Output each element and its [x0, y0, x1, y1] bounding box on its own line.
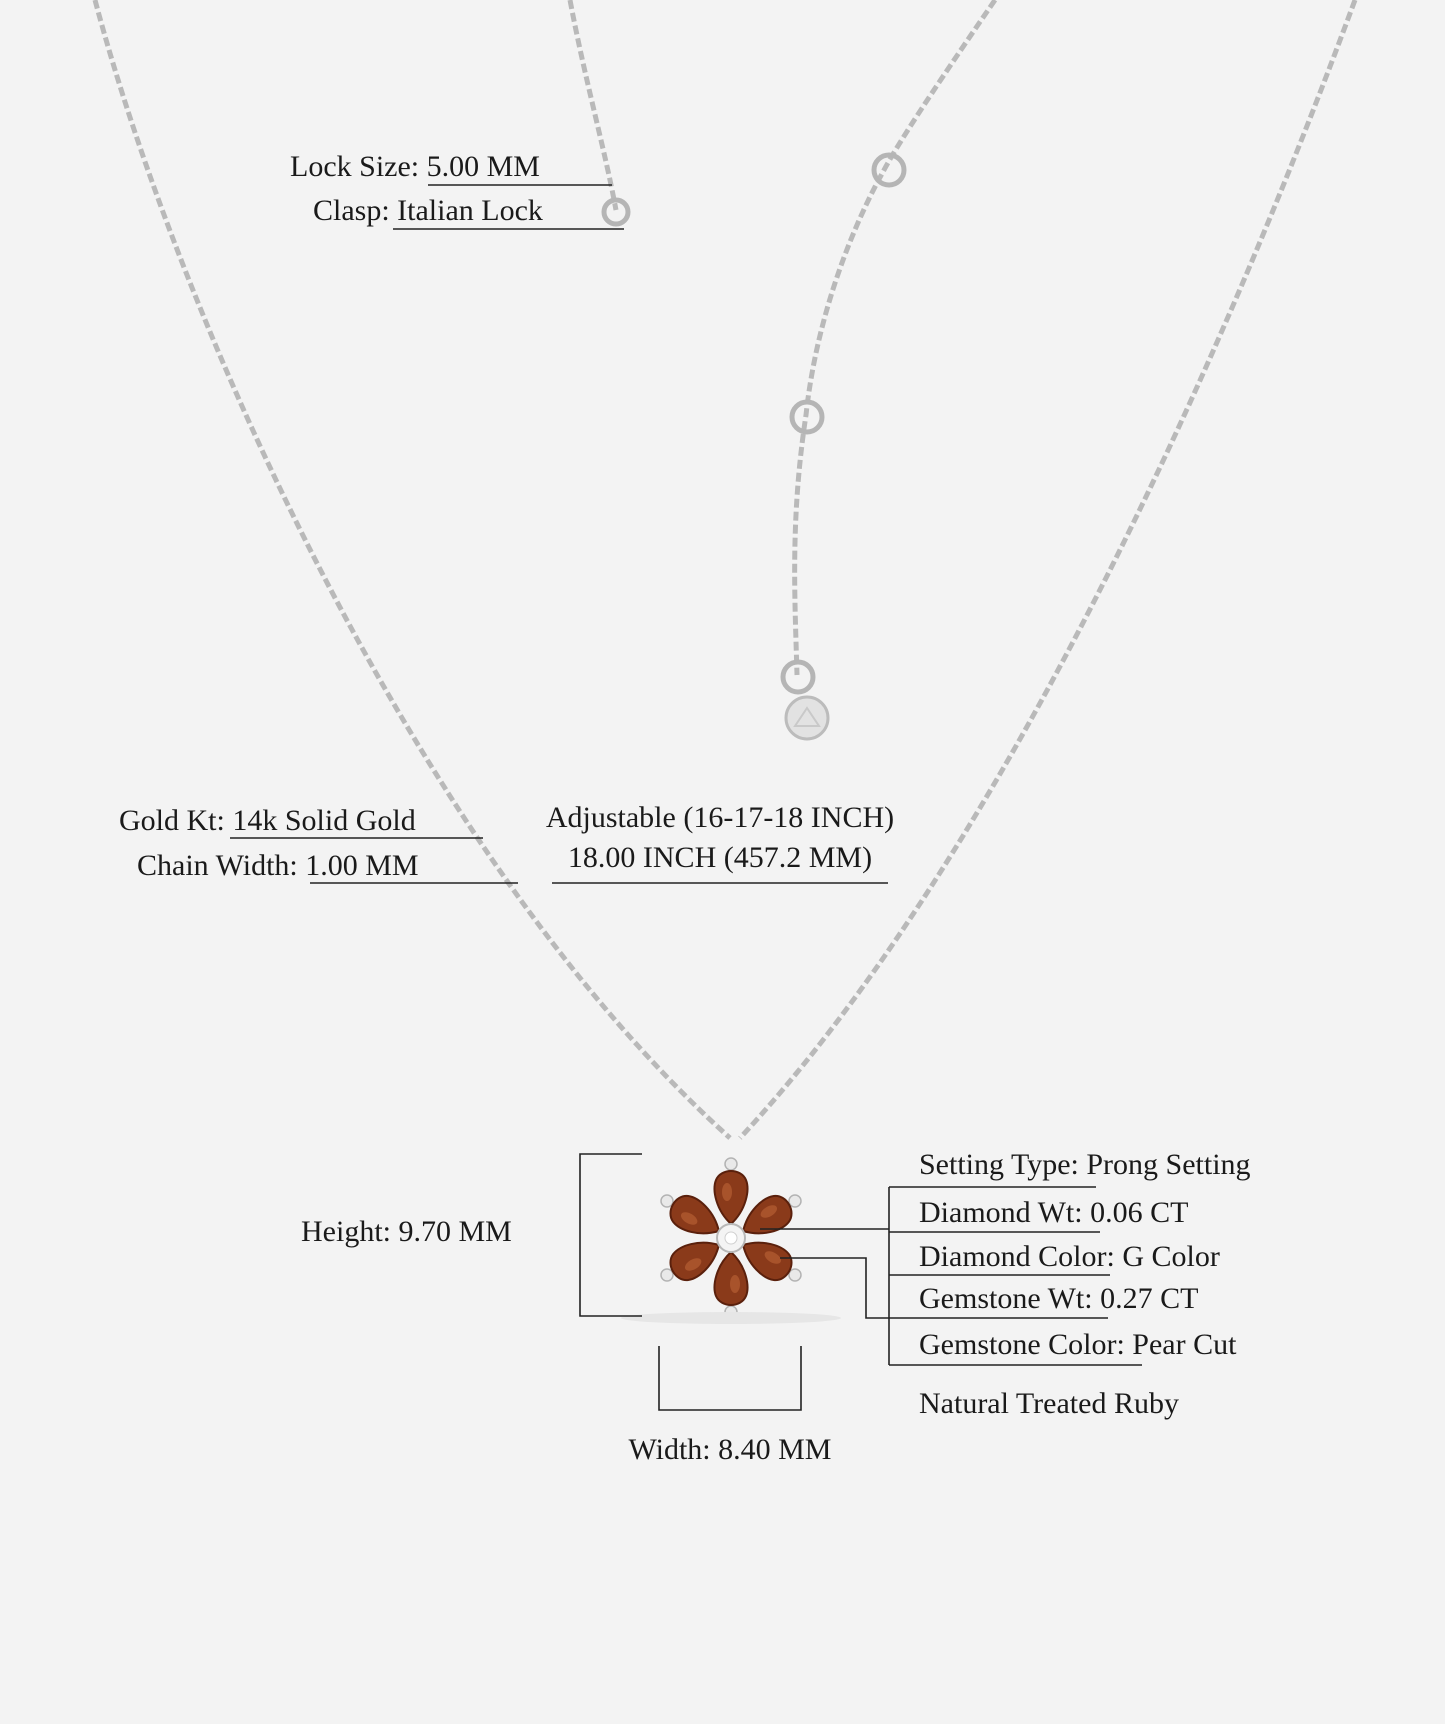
chain-width-label: Chain Width: 1.00 MM: [137, 849, 419, 882]
lock-size-label: Lock Size: 5.00 MM: [290, 150, 540, 183]
chain-icon: [795, 0, 995, 675]
logo-tag-icon: [786, 697, 828, 739]
diamond-wt-label: Diamond Wt: 0.06 CT: [919, 1196, 1189, 1229]
clasp-label: Clasp: Italian Lock: [313, 194, 543, 227]
height-label: Height: 9.70 MM: [301, 1215, 512, 1248]
jump-ring-icon: [783, 662, 813, 692]
gemstone-color-label: Gemstone Color: Pear Cut: [919, 1328, 1237, 1361]
flower-pendant-icon: [661, 1158, 801, 1318]
chain-icon: [570, 0, 616, 210]
width-label: Width: 8.40 MM: [628, 1433, 832, 1466]
gemstone-name-label: Natural Treated Ruby: [919, 1387, 1179, 1420]
diamond-color-label: Diamond Color: G Color: [919, 1240, 1220, 1273]
jump-ring-icon: [874, 155, 904, 185]
adjustable-length-label: Adjustable (16-17-18 INCH): [545, 801, 895, 834]
setting-type-label: Setting Type: Prong Setting: [919, 1148, 1251, 1181]
chain-icon: [740, 0, 1355, 1138]
gemstone-wt-label: Gemstone Wt: 0.27 CT: [919, 1282, 1199, 1315]
chain-length-label: 18.00 INCH (457.2 MM): [567, 841, 873, 874]
gold-kt-label: Gold Kt: 14k Solid Gold: [119, 804, 416, 837]
